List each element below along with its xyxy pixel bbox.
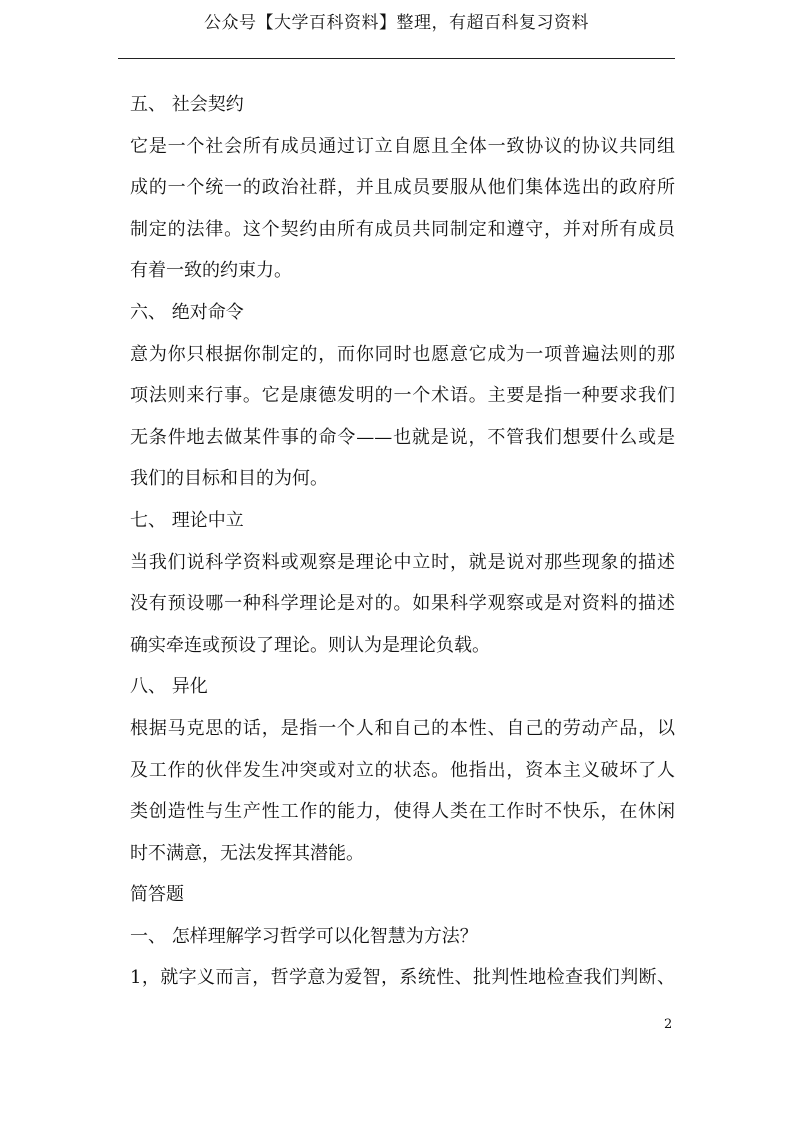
paragraph-line: 有着一致的约束力。 <box>130 260 292 282</box>
paragraph-line: 它是一个社会所有成员通过订立自愿且全体一致协议的协议共同组 <box>130 135 675 157</box>
document-body <box>130 84 675 999</box>
paragraph-line: 项法则来行事。它是康德发明的一个术语。主要是指一种要求我们 <box>130 385 675 407</box>
section-alienation <box>130 666 675 874</box>
section-categorical-imperative <box>130 292 675 500</box>
paragraph-line: 我们的目标和目的为何。 <box>130 468 328 490</box>
section-social-contract <box>130 84 675 292</box>
paragraph-line: 根据马克思的话，是指一个人和自己的本性、自己的劳动产品，以 <box>130 717 675 739</box>
answer-line: 1，就字义而言，哲学意为爱智，系统性、批判性地检查我们判断、 <box>130 967 675 989</box>
paragraph-line: 制定的法律。这个契约由所有成员共同制定和遵守，并对所有成员 <box>130 218 675 240</box>
short-answer-title: 简答题 <box>130 884 184 906</box>
section-theory-neutral <box>130 500 675 666</box>
paragraph-line: 类创造性与生产性工作的能力，使得人类在工作时不快乐，在休闲 <box>130 801 675 823</box>
section-heading: 六、 绝对命令 <box>130 301 244 323</box>
header-rule <box>118 58 675 59</box>
section-heading: 七、 理论中立 <box>130 509 244 531</box>
section-short-answer <box>130 874 675 999</box>
section-heading: 五、 社会契约 <box>130 94 244 115</box>
paragraph-line: 没有预设哪一种科学理论是对的。如果科学观察或是对资料的描述 <box>130 593 675 615</box>
paragraph-line: 当我们说科学资料或观察是理论中立时，就是说对那些现象的描述 <box>130 551 675 573</box>
paragraph-line: 及工作的伙伴发生冲突或对立的状态。他指出，资本主义破坏了人 <box>130 759 675 781</box>
paragraph-line: 无条件地去做某件事的命令——也就是说，不管我们想要什么或是 <box>130 426 675 448</box>
paragraph-line: 时不满意，无法发挥其潜能。 <box>130 842 364 864</box>
paragraph-line: 意为你只根据你制定的，而你同时也愿意它成为一项普遍法则的那 <box>130 343 675 365</box>
question-heading: 一、 怎样理解学习哲学可以化智慧为方法？ <box>130 925 478 947</box>
section-heading: 八、 异化 <box>130 676 208 698</box>
paragraph-line: 确实牵连或预设了理论。则认为是理论负载。 <box>130 634 490 656</box>
paragraph-line: 成的一个统一的政治社群，并且成员要服从他们集体选出的政府所 <box>130 177 675 199</box>
page-header: 公众号【大学百科资料】整理，有超百科复习资料 <box>204 13 589 33</box>
page-number: 2 <box>664 1017 673 1032</box>
